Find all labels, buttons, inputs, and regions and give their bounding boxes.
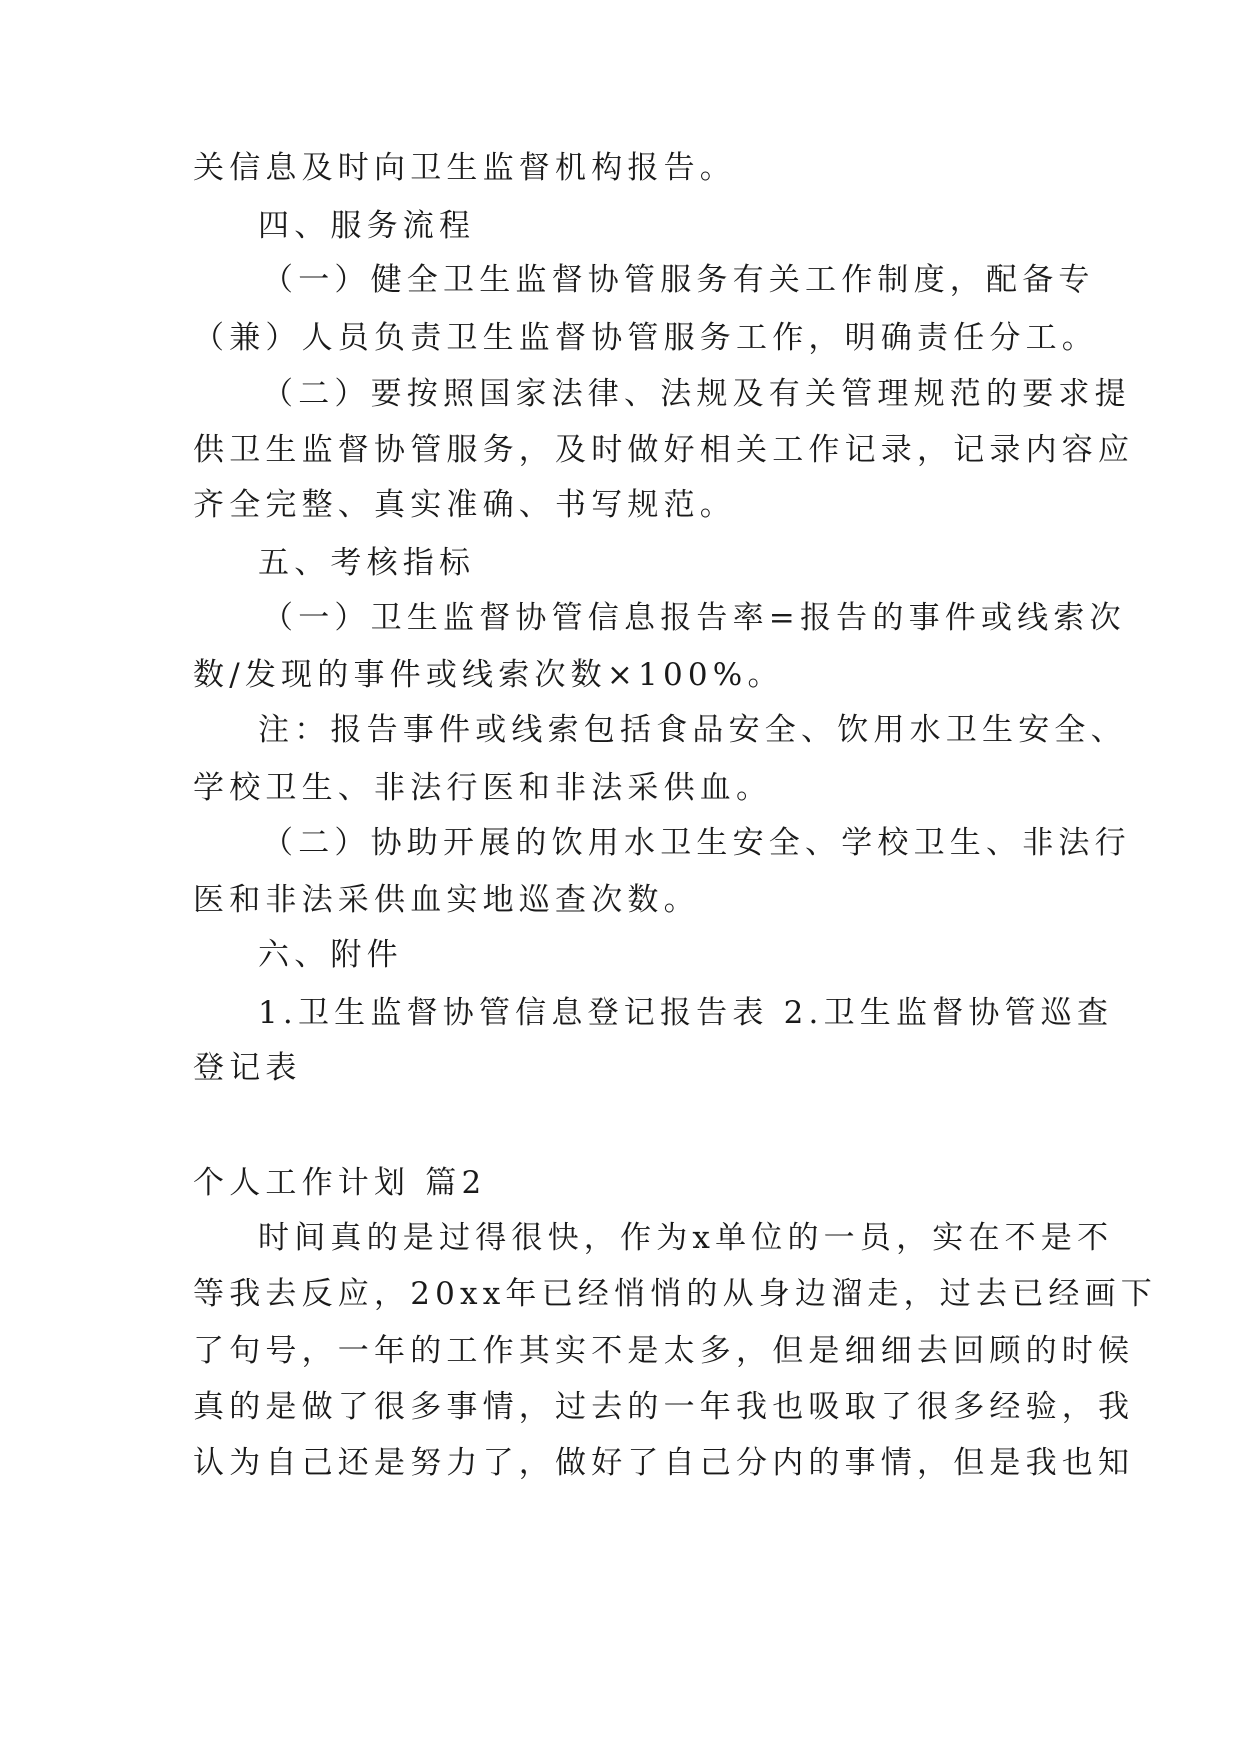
- text-line: （二）要按照国家法律、法规及有关管理规范的要求提: [262, 376, 1131, 412]
- text-line: 1.卫生监督协管信息登记报告表 2.卫生监督协管巡查: [258, 995, 1114, 1031]
- text-line: 认为自己还是努力了，做好了自己分内的事情，但是我也知: [193, 1445, 1135, 1481]
- text-line: 时间真的是过得很快，作为x单位的一员，实在不是不: [258, 1220, 1114, 1256]
- text-line: 齐全完整、真实准确、书写规范。: [193, 487, 736, 523]
- text-line: 医和非法采供血实地巡查次数。: [193, 882, 700, 918]
- text-line: 了句号，一年的工作其实不是太多，但是细细去回顾的时候: [193, 1333, 1135, 1369]
- article-title: 个人工作计划 篇2: [193, 1165, 487, 1201]
- text-line: （一）卫生监督协管信息报告率=报告的事件或线索次: [262, 600, 1126, 636]
- text-line: （二）协助开展的饮用水卫生安全、学校卫生、非法行: [262, 825, 1131, 861]
- text-line: 学校卫生、非法行医和非法采供血。: [193, 770, 773, 806]
- text-line: 数/发现的事件或线索次数×100%。: [193, 657, 784, 693]
- text-line: （一）健全卫生监督协管服务有关工作制度，配备专: [262, 262, 1095, 298]
- section-heading: 五、考核指标: [258, 545, 476, 581]
- note-line: 注：报告事件或线索包括食品安全、饮用水卫生安全、: [258, 712, 1127, 748]
- text-line: 登记表: [193, 1050, 302, 1086]
- text-line: 关信息及时向卫生监督机构报告。: [193, 150, 736, 186]
- section-heading: 六、附件: [258, 937, 403, 973]
- section-heading: 四、服务流程: [258, 208, 476, 244]
- text-line: 供卫生监督协管服务，及时做好相关工作记录，记录内容应: [193, 432, 1135, 468]
- text-line: 等我去反应，20xx年已经悄悄的从身边溜走，过去已经画下: [193, 1276, 1158, 1312]
- text-line: （兼）人员负责卫生监督协管服务工作，明确责任分工。: [193, 320, 1098, 356]
- text-line: 真的是做了很多事情，过去的一年我也吸取了很多经验，我: [193, 1389, 1135, 1425]
